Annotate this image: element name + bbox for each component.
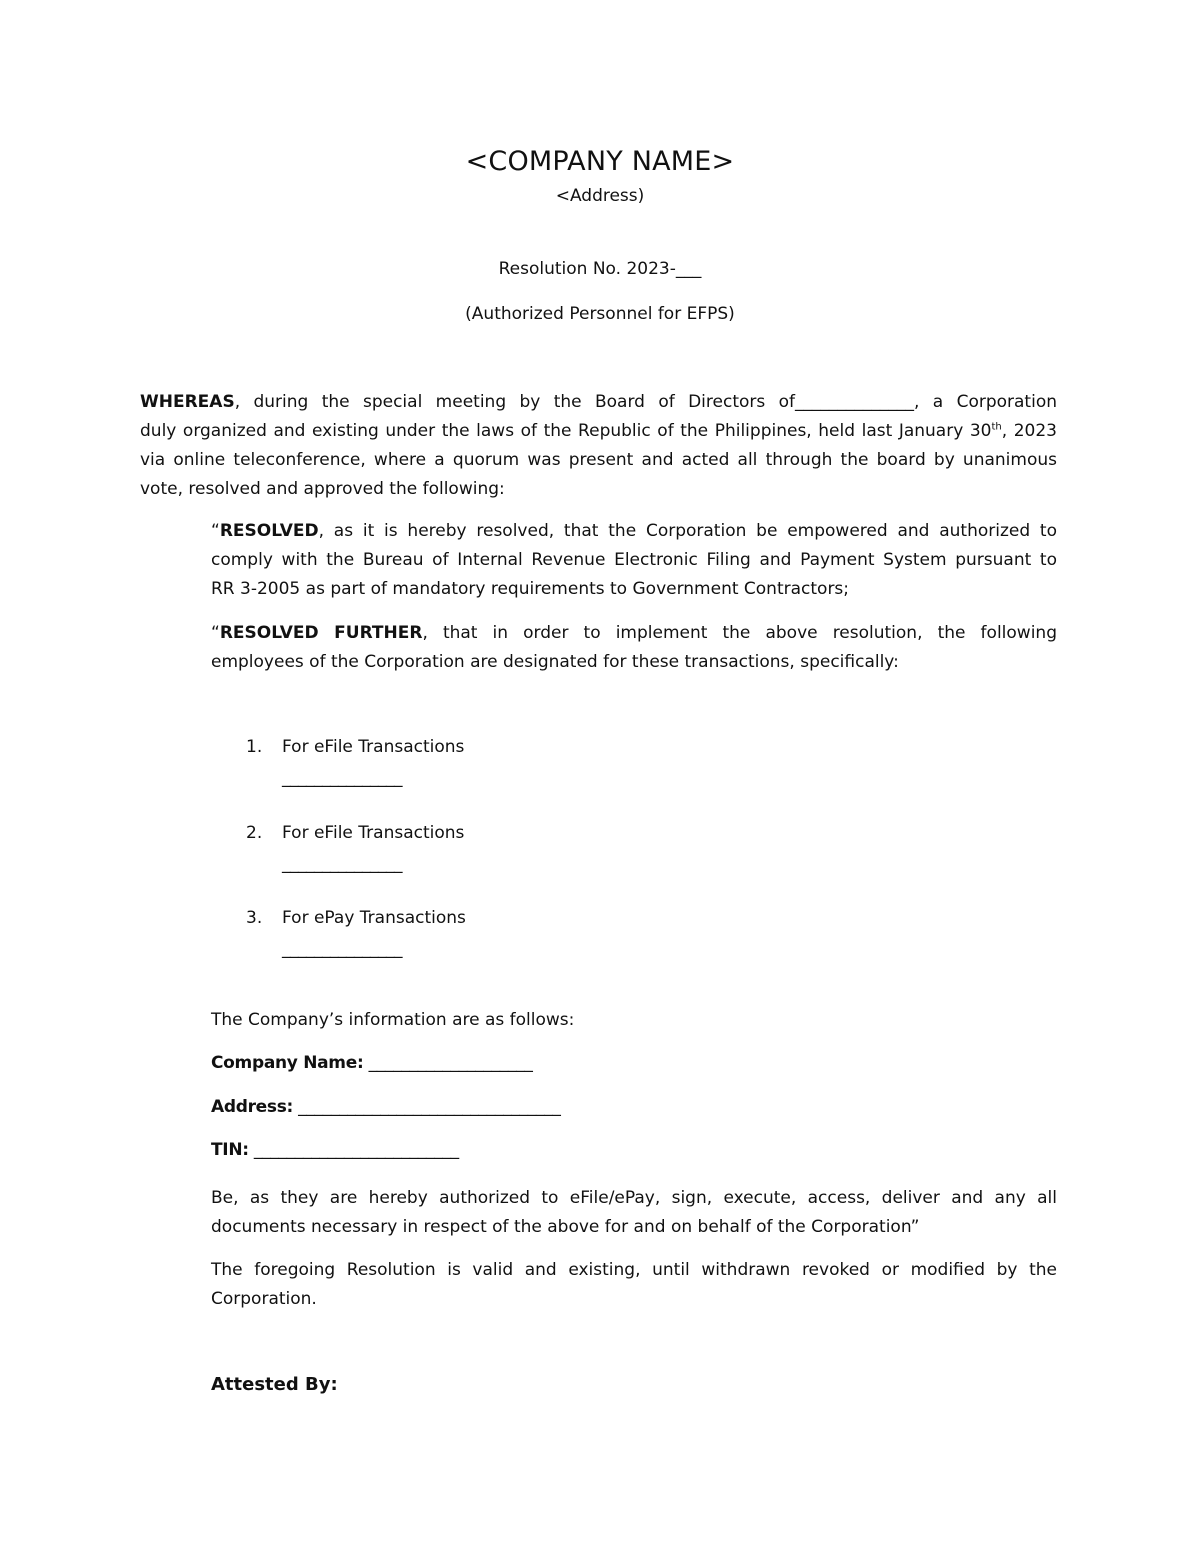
authorization-line-2: documents necessary in respect of the above for and on behalf of the Corporation” [211,1217,920,1237]
list-item-label: For ePay Transactions [282,908,466,928]
authorization-line-1: Be, as they are hereby authorized to eFile/ePay, sign, execute, access, deliver and any all [211,1188,1057,1208]
resolved-line-2: comply with the Bureau of Internal Revenue Electronic Filing and Payment System pursuant to [211,550,1057,570]
address-field [211,1097,561,1117]
list-item-number: 3. [246,908,263,928]
validity-line-1: The foregoing Resolution is valid and existing, until withdrawn revoked or modified by the [211,1260,1057,1280]
whereas-line-4: vote, resolved and approved the following: [140,479,505,499]
tin-field [211,1140,459,1160]
company-name-blank: ____________________ [368,1053,533,1073]
whereas-paragraph [140,388,1057,504]
company-name-label: Company Name: [211,1053,364,1073]
resolved-line-3: RR 3-2005 as part of mandatory requirements to Government Contractors; [211,579,850,599]
whereas-line-3: via online teleconference, where a quorum was present and acted all through the board by unanimous [140,450,1057,470]
resolved-lead: RESOLVED [219,521,319,541]
validity-paragraph [211,1256,1057,1314]
tin-blank: _________________________ [253,1140,459,1160]
resolved-paragraph [211,517,1057,604]
resolved-further-line-1: “RESOLVED FURTHER, that in order to implement the above resolution, the following [211,623,1057,643]
list-item-number: 2. [246,823,263,843]
company-address: <Address) [555,186,645,206]
resolved-further-line-2: employees of the Corporation are designated for these transactions, specifically: [211,652,899,672]
address-label: Address: [211,1097,294,1117]
whereas-lead: WHEREAS [140,392,235,412]
list-item-blank: _______________ [282,854,402,874]
tin-label: TIN: [211,1140,249,1160]
list-item-label: For eFile Transactions [282,823,465,843]
resolved-line-1: “RESOLVED, as it is hereby resolved, that the Corporation be empowered and authorized to [211,521,1057,541]
authorization-paragraph [211,1184,1057,1242]
whereas-line-2: duly organized and existing under the laws of the Republic of the Philippines, held last January 30th, 2023 [140,421,1057,441]
resolved-further-paragraph [211,619,1057,677]
address-blank: ________________________________ [298,1097,561,1117]
company-name-heading: <COMPANY NAME> [465,146,735,177]
resolution-subtitle: (Authorized Personnel for EFPS) [465,304,735,324]
list-item-number: 1. [246,737,263,757]
company-name-field [211,1053,533,1073]
attested-by-label: Attested By: [211,1374,338,1395]
whereas-line-1: WHEREAS, during the special meeting by the Board of Directors of______________, a Corporation [140,392,1057,412]
validity-line-2: Corporation. [211,1289,317,1309]
list-item-blank: _______________ [282,939,402,959]
info-intro: The Company’s information are as follows: [211,1010,575,1030]
list-item-label: For eFile Transactions [282,737,465,757]
resolution-number: Resolution No. 2023-___ [498,259,702,279]
list-item-blank: _______________ [282,768,402,788]
resolved-further-lead: RESOLVED FURTHER [219,623,423,643]
